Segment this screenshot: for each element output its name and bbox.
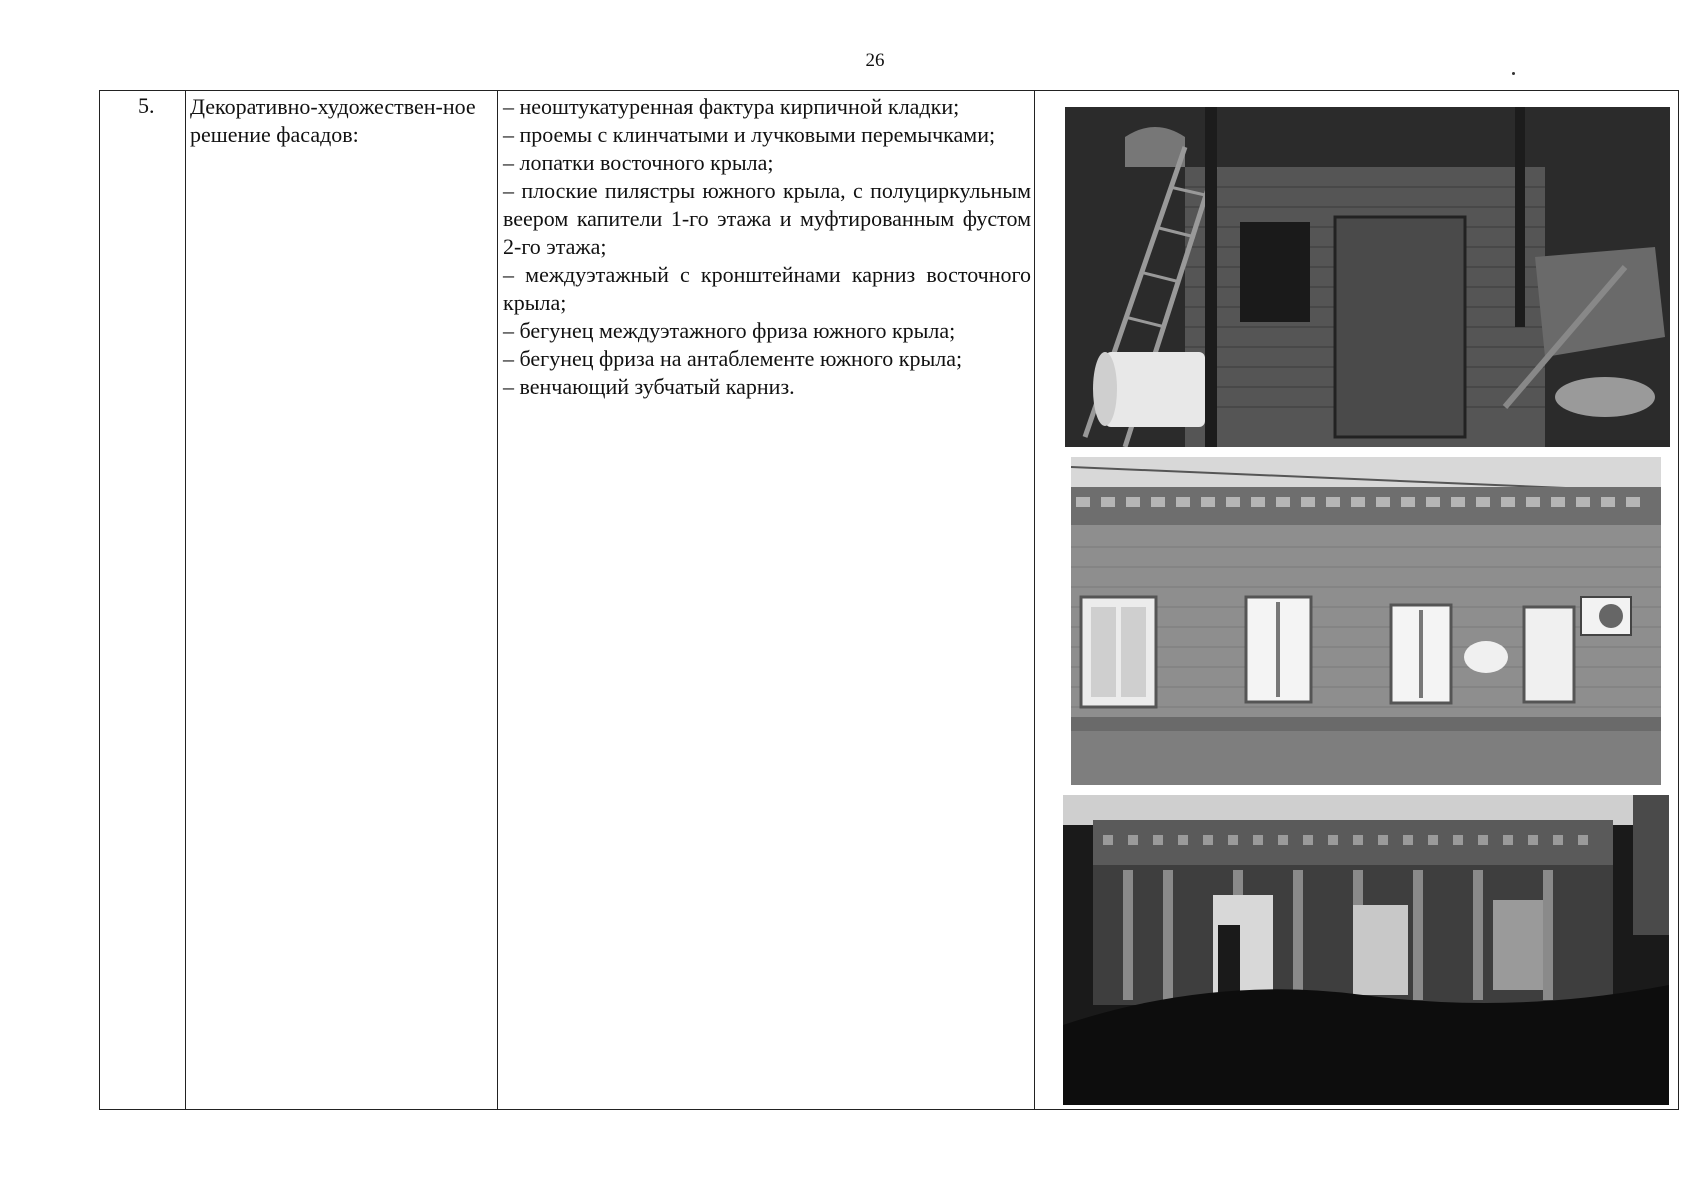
photo-east-wing-door xyxy=(1065,107,1670,447)
table-cell-photos xyxy=(1035,91,1678,1109)
table-cell-description xyxy=(498,91,1035,1109)
photo-south-wing-facade-image xyxy=(1071,457,1661,785)
row-index: 5. xyxy=(138,93,155,118)
list-item: – венчающий зубчатый карниз. xyxy=(503,374,795,399)
scan-speck xyxy=(1512,72,1515,75)
table-cell-title xyxy=(186,91,498,1109)
list-item: – неоштукатуренная фактура кирпичной кладки; xyxy=(503,94,960,119)
list-item: – бегунец фриза на антаблементе южного крыла; xyxy=(503,346,963,371)
page-number: 26 xyxy=(865,50,885,71)
photo-south-wing-facade xyxy=(1071,457,1661,785)
list-item: – проемы с клинчатыми и лучковыми перемычками; xyxy=(503,122,996,147)
list-item: – междуэтажный с кронштейнами карниз восточного крыла; xyxy=(503,262,1031,315)
facade-table xyxy=(99,90,1679,1110)
row-title: Декоративно-художествен-ное решение фасадов: xyxy=(190,94,476,147)
list-item: – бегунец междуэтажного фриза южного крыла; xyxy=(503,318,956,343)
feature-list xyxy=(503,93,1031,401)
table-cell-index xyxy=(100,91,186,1109)
list-item: – лопатки восточного крыла; xyxy=(503,150,774,175)
photo-east-wing-door-image xyxy=(1065,107,1670,447)
list-item: – плоские пилястры южного крыла, с полуциркульным веером капители 1-го этажа и муфтированным фустом 2-го этажа; xyxy=(503,178,1031,259)
photo-courtyard-facade xyxy=(1063,795,1669,1105)
photo-courtyard-facade-image xyxy=(1063,795,1669,1105)
